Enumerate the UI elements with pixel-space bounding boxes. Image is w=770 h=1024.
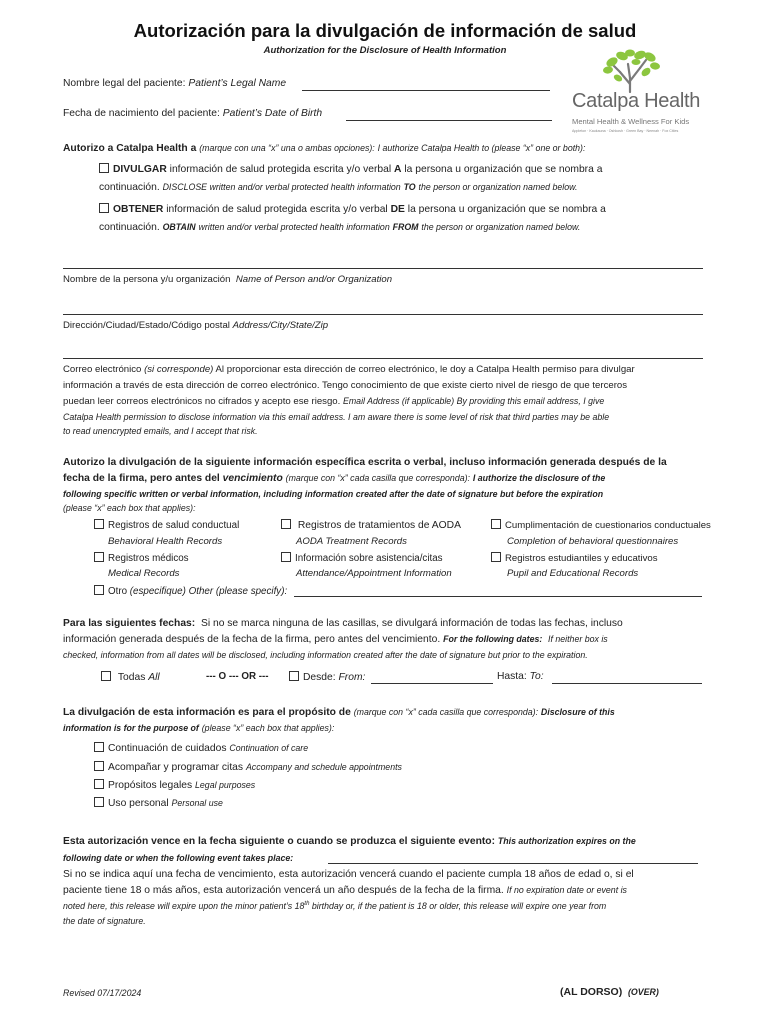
- pupil-records-en: Pupil and Educational Records: [507, 568, 639, 579]
- aoda-records-en: AODA Treatment Records: [296, 536, 407, 547]
- email-line[interactable]: [63, 358, 703, 359]
- document-subtitle: Authorization for the Disclosure of Health Information: [263, 45, 507, 56]
- patient-name-line[interactable]: [302, 90, 550, 91]
- expiration-heading-1: Esta autorización vence en la fecha siguiente o cuando se produzca el siguiente evento: This authorization expires on the: [63, 836, 636, 847]
- expiration-text-6: the date of signature.: [63, 916, 146, 926]
- aoda-records-checkbox[interactable]: [281, 519, 291, 529]
- medical-records-en: Medical Records: [108, 568, 180, 579]
- continuation-of-care-checkbox[interactable]: [94, 742, 104, 752]
- over-indicator: (AL DORSO) (OVER): [560, 986, 659, 998]
- person-label: Nombre de la persona y/u organización Name of Person and/or Organization: [63, 274, 393, 285]
- address-label: Dirección/Ciudad/Estado/Código postal Address/City/State/Zip: [63, 320, 329, 331]
- questionnaires-option: Cumplimentación de cuestionarios conductuales: [491, 519, 711, 531]
- attendance-option: Información sobre asistencia/citas: [281, 552, 443, 564]
- expiration-heading-2: following date or when the following event takes place:: [63, 853, 294, 863]
- purpose-personal-option: Uso personal Personal use: [94, 797, 223, 809]
- medical-records-checkbox[interactable]: [94, 552, 104, 562]
- pupil-records-checkbox[interactable]: [491, 552, 501, 562]
- logo-name: Catalpa Health: [572, 90, 701, 112]
- revised-date: Revised 07/17/2024: [63, 988, 142, 998]
- specific-heading-4: (please “x” each box that applies):: [63, 503, 196, 513]
- email-label: Correo electrónico (si corresponde) Al proporcionar esta dirección de correo electrónico, le doy a Catalpa Health permiso para divulgar: [63, 364, 635, 375]
- medical-records-option: Registros médicos: [94, 552, 189, 564]
- disclose-checkbox[interactable]: [99, 163, 109, 173]
- or-separator: --- O --- OR ---: [206, 671, 269, 682]
- specific-heading-1: Autorizo la divulgación de la siguiente información específica escrita o verbal, incluso información generada después de la: [63, 457, 667, 468]
- aoda-records-option: Registros de tratamientos de AODA: [281, 519, 461, 531]
- email-text-2: información a través de esta dirección de correo electrónico. Tengo conocimiento de que existe cierto nivel de riesgo de que terceros: [63, 380, 628, 391]
- other-checkbox[interactable]: [94, 585, 104, 595]
- to-date-label: Hasta: To:: [497, 671, 544, 682]
- obtain-option: OBTENER información de salud protegida escrita y/o verbal DE la persona u organización que se nombra a: [99, 203, 606, 215]
- dates-text-3: checked, information from all dates will be disclosed, including information created after the date of signature but prior to the expiration.: [63, 650, 588, 660]
- logo-tagline: Mental Health & Wellness For Kids: [572, 117, 690, 126]
- questionnaires-en: Completion of behavioral questionnaires: [507, 536, 679, 547]
- dates-text-2: información generada después de la fecha de la firma, pero antes del vencimiento. For the following dates: If neither box is: [63, 634, 608, 645]
- specific-heading-3: following specific written or verbal information, including information created after the date of signature but before the expiration: [63, 489, 604, 499]
- expiration-text-3: Si no se indica aquí una fecha de vencimiento, esta autorización vencerá cuando el paciente cumpla 18 años de edad o, si el: [63, 869, 634, 880]
- purpose-heading-2: information is for the purpose of (please “x” each box that applies):: [63, 723, 335, 733]
- address-line[interactable]: [63, 314, 703, 315]
- authorize-lead: Autorizo a Catalpa Health a (marque con una “x” una o ambas opciones): I authorize Catalpa Health to (please “x” one or both):: [63, 143, 586, 154]
- purpose-legal-option: Propósitos legales Legal purposes: [94, 779, 255, 791]
- behavioral-records-checkbox[interactable]: [94, 519, 104, 529]
- pupil-records-option: Registros estudiantiles y educativos: [491, 552, 658, 564]
- attendance-checkbox[interactable]: [281, 552, 291, 562]
- dates-heading: Para las siguientes fechas: Si no se marca ninguna de las casillas, se divulgará información de todas las fechas, incluso: [63, 618, 623, 629]
- behavioral-records-en: Behavioral Health Records: [108, 536, 223, 547]
- to-date-line[interactable]: [552, 683, 702, 684]
- other-option: Otro (especifique) Other (please specify):: [94, 585, 287, 597]
- attendance-en: Attendance/Appointment Information: [296, 568, 452, 579]
- questionnaires-checkbox[interactable]: [491, 519, 501, 529]
- person-line[interactable]: [63, 268, 703, 269]
- disclose-option: DIVULGAR información de salud protegida escrita y/o verbal A la persona u organización que se nombra a: [99, 163, 602, 175]
- expiration-text-5: noted here, this release will expire upon the minor patient’s 18th birthday or, if the patient is 18 or older, this release will expire one year from: [63, 901, 607, 911]
- purpose-continuation-option: Continuación de cuidados Continuation of care: [94, 742, 308, 754]
- patient-name-label: Nombre legal del paciente: Patient’s Legal Name: [63, 78, 287, 89]
- disclose-option-cont: continuación. DISCLOSE written and/or verbal protected health information TO the person or organization named below.: [99, 182, 578, 193]
- purpose-accompany-option: Acompañar y programar citas Accompany and schedule appointments: [94, 761, 402, 773]
- expiration-line[interactable]: [328, 863, 698, 864]
- from-date-option: Desde: From:: [289, 671, 365, 683]
- dob-line[interactable]: [346, 120, 552, 121]
- purpose-heading-1: La divulgación de esta información es para el propósito de (marque con “x” cada casilla que corresponda): Disclosure of this: [63, 707, 615, 718]
- from-date-checkbox[interactable]: [289, 671, 299, 681]
- dob-label: Fecha de nacimiento del paciente: Patient’s Date of Birth: [63, 108, 323, 119]
- legal-purposes-checkbox[interactable]: [94, 779, 104, 789]
- specific-heading-2: fecha de la firma, pero antes del vencimiento (marque con “x” cada casilla que corresponda): I authorize the disclosure of the: [63, 473, 606, 484]
- all-dates-checkbox[interactable]: [101, 671, 111, 681]
- obtain-option-cont: continuación. OBTAIN written and/or verbal protected health information FROM the person or organization named below.: [99, 222, 581, 233]
- expiration-text-4: paciente tiene 18 o más años, esta autorización vencerá un año después de la fecha de la firma. If no expiration date or event is: [63, 885, 627, 896]
- logo-locations: Appleton · Kaukauna · Oshkosh · Green Bay · Neenah · Fox Cities: [572, 129, 679, 133]
- email-text-4: Catalpa Health permission to disclose information via this email address. I am aware there is some level of risk that third parties may be able: [63, 412, 610, 422]
- email-text-5: to read unencrypted emails, and I accept that risk.: [63, 426, 258, 436]
- document-title: Autorización para la divulgación de información de salud: [133, 20, 637, 41]
- all-dates-option: Todas All: [101, 671, 160, 683]
- behavioral-records-option: Registros de salud conductual: [94, 519, 239, 531]
- catalpa-health-logo: [568, 48, 708, 140]
- obtain-checkbox[interactable]: [99, 203, 109, 213]
- accompany-checkbox[interactable]: [94, 761, 104, 771]
- personal-use-checkbox[interactable]: [94, 797, 104, 807]
- email-text-3: puedan leer correos electrónicos no cifrados y acepto ese riesgo. Email Address (if applicable) By providing this email address, I give: [63, 396, 605, 407]
- from-date-line[interactable]: [371, 683, 493, 684]
- other-specify-line[interactable]: [294, 596, 702, 597]
